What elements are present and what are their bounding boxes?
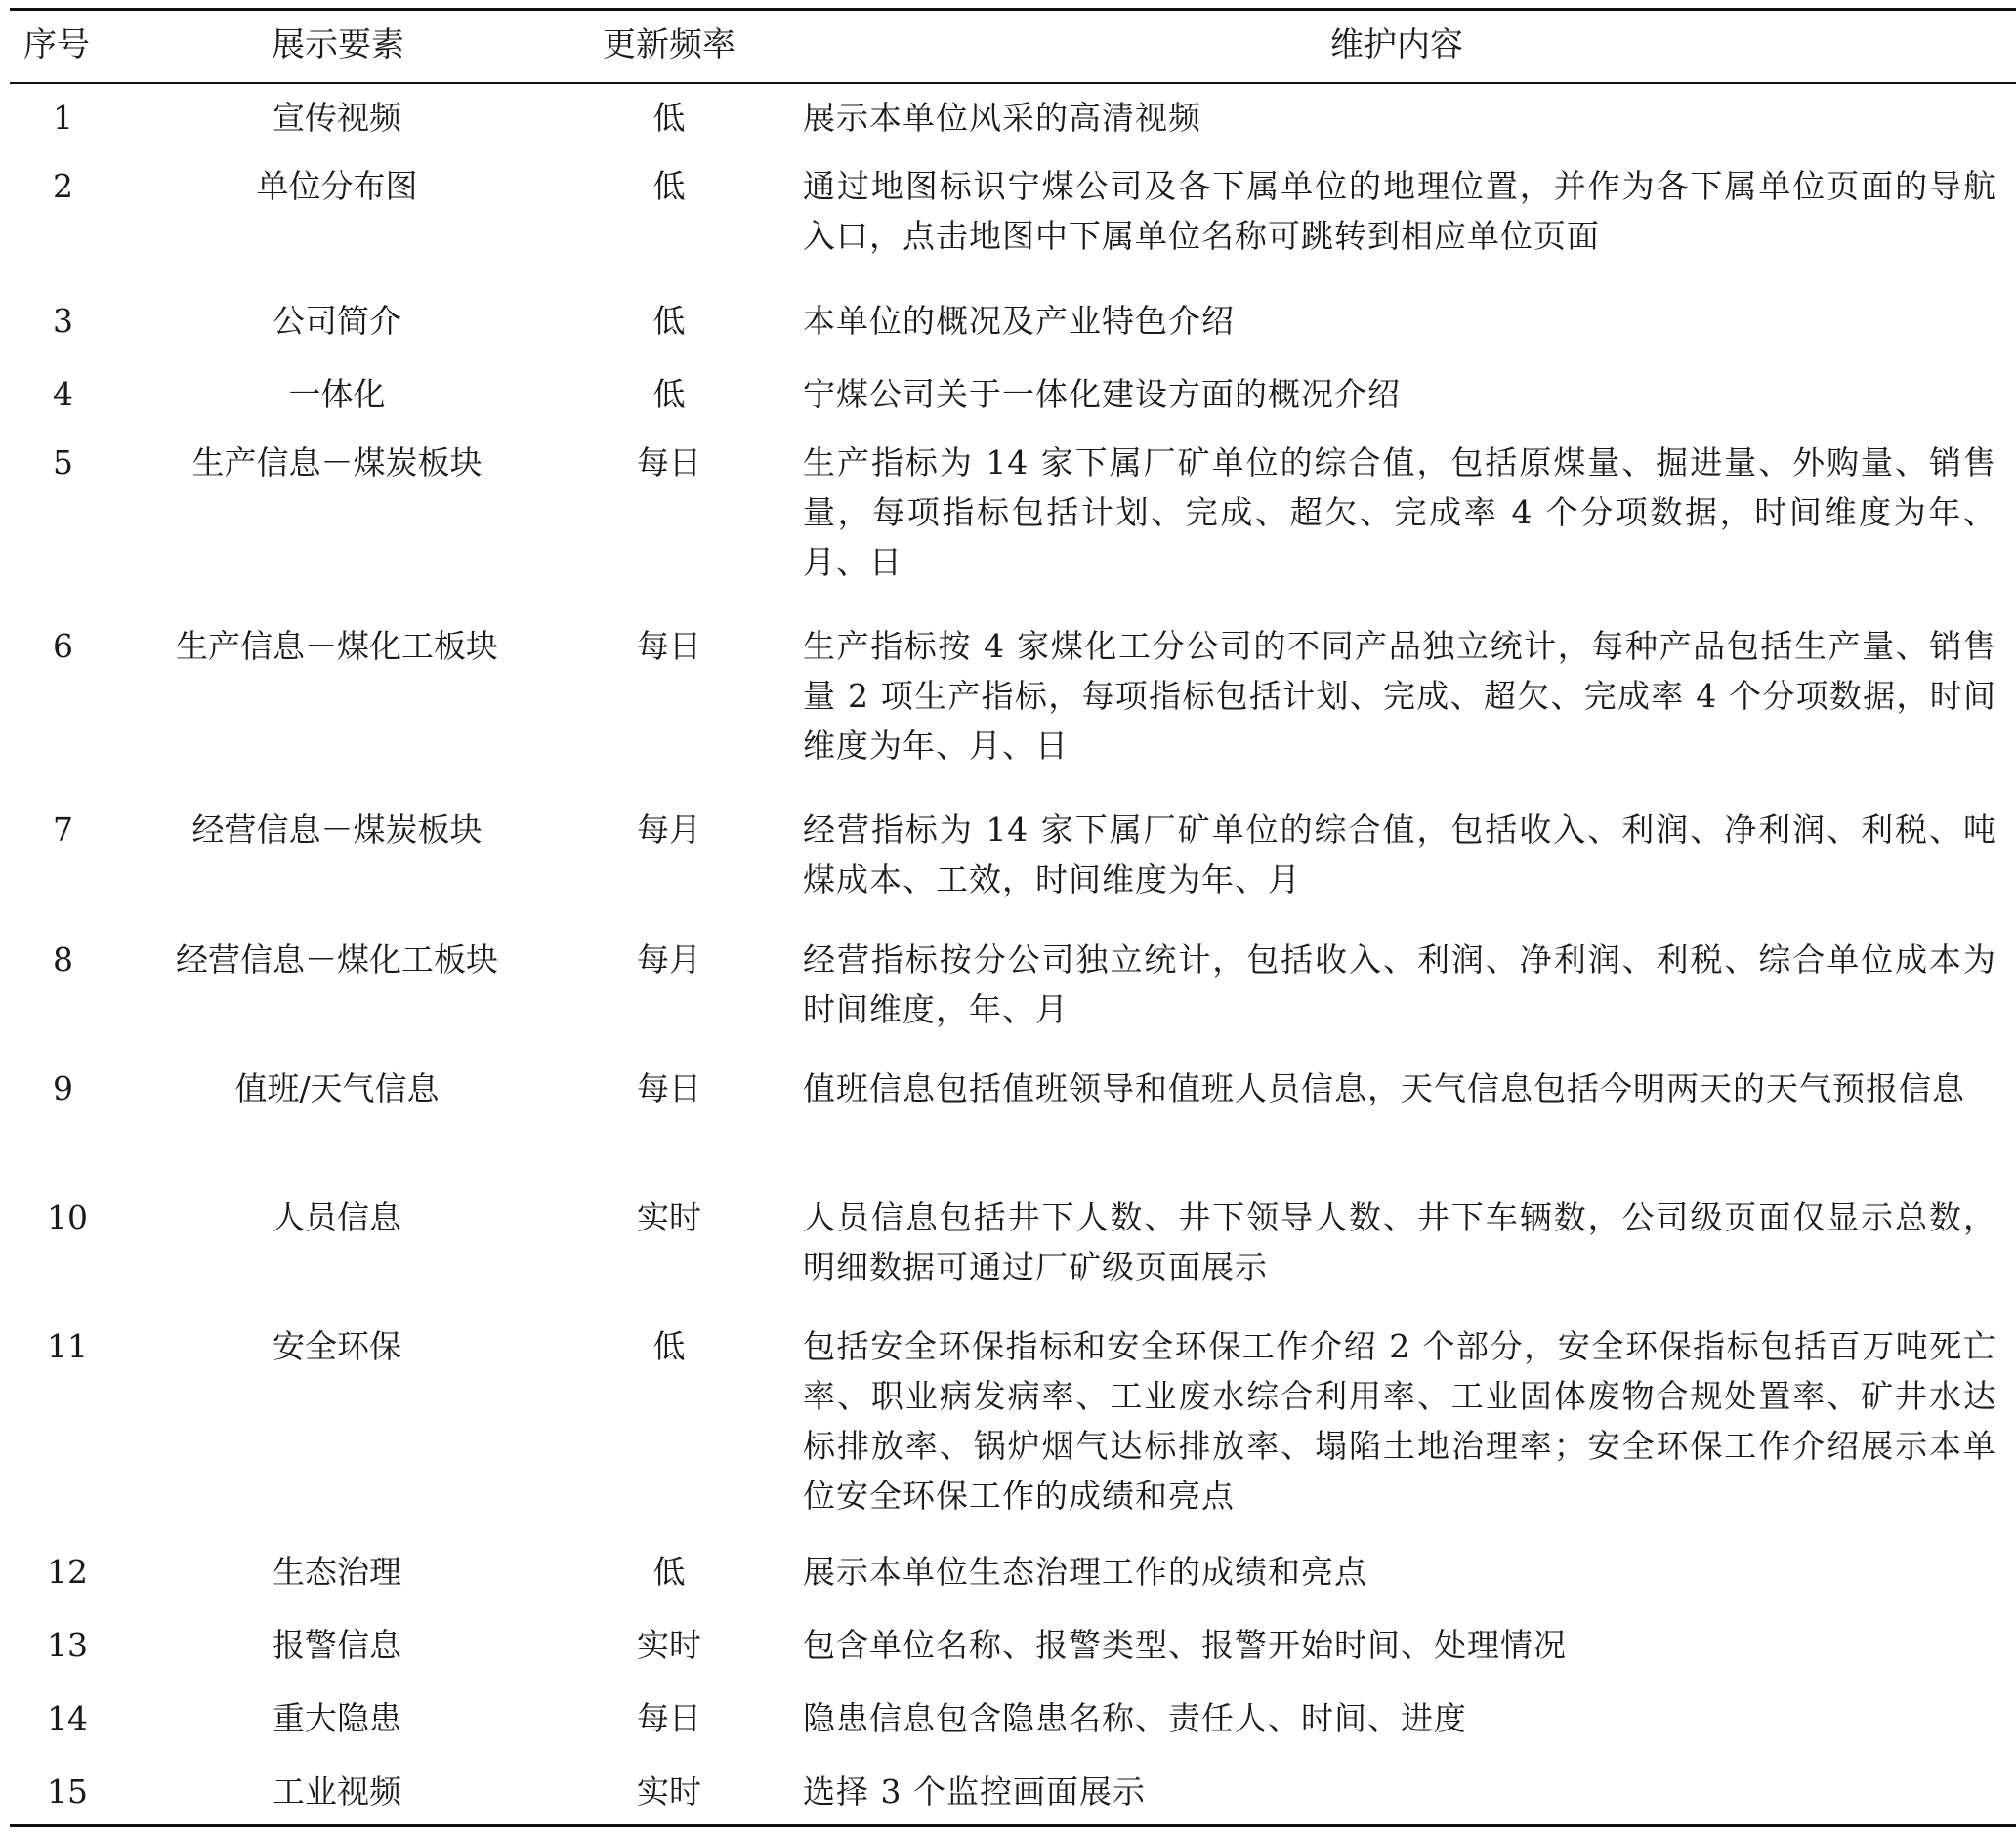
row-frequency: 每日 [637,1699,701,1737]
row-content: 本单位的概况及产业特色介绍 [803,302,1235,340]
row-number: 15 [47,1772,88,1811]
row-frequency: 每日 [637,443,701,481]
row-element: 报警信息 [273,1626,401,1664]
header-content: 维护内容 [1330,25,1463,64]
row-element: 值班/天气信息 [234,1069,440,1107]
row-frequency: 实时 [637,1626,701,1664]
row-number: 3 [53,302,73,340]
row-element: 单位分布图 [256,167,418,205]
row-number: 14 [47,1699,88,1737]
row-frequency: 实时 [637,1772,701,1811]
row-number: 7 [53,811,73,849]
row-frequency: 低 [652,375,686,413]
row-element: 宣传视频 [273,99,401,137]
row-number: 8 [53,940,73,979]
row-frequency: 每日 [637,627,701,665]
row-frequency: 低 [652,1553,686,1591]
row-number: 6 [53,627,73,665]
row-number: 5 [53,443,73,481]
row-number: 11 [47,1327,88,1365]
row-frequency: 低 [652,99,686,137]
row-element: 一体化 [288,375,386,413]
row-number: 10 [47,1198,88,1236]
row-element: 人员信息 [273,1198,401,1236]
row-element: 经营信息－煤炭板块 [191,811,483,849]
row-number: 12 [47,1553,88,1591]
row-content: 经营指标按分公司独立统计，包括收入、利润、净利润、利税、综合单位成本为时间维度，年、月 [803,940,1996,1028]
row-content: 通过地图标识宁煤公司及各下属单位的地理位置，并作为各下属单位页面的导航入口，点击地图中下属单位名称可跳转到相应单位页面 [803,167,1996,255]
row-element: 公司简介 [273,302,401,340]
row-element: 重大隐患 [273,1699,401,1737]
header-element: 展示要素 [272,25,404,64]
row-element: 生产信息－煤化工板块 [176,627,498,665]
bottom-rule [10,1824,2016,1827]
row-element: 经营信息－煤化工板块 [176,940,498,979]
row-content: 生产指标为 14 家下属厂矿单位的综合值，包括原煤量、掘进量、外购量、销售量，每项指标包括计划、完成、超欠、完成率 4 个分项数据，时间维度为年、月、日 [803,443,1996,581]
row-content: 展示本单位生态治理工作的成绩和亮点 [803,1553,1367,1591]
row-number: 9 [53,1069,73,1107]
row-frequency: 每日 [637,1069,701,1107]
row-frequency: 每月 [637,940,701,979]
row-content: 包括安全环保指标和安全环保工作介绍 2 个部分，安全环保指标包括百万吨死亡率、职业病发病率、工业废水综合利用率、工业固体废物合规处置率、矿井水达标排放率、锅炉烟气达标排放率、塌陷土地治理率；安全环保工作介绍展示本单位安全环保工作的成绩和亮点 [803,1327,1996,1515]
row-content: 人员信息包括井下人数、井下领导人数、井下车辆数，公司级页面仅显示总数，明细数据可通过厂矿级页面展示 [803,1198,1996,1286]
row-frequency: 低 [652,167,686,205]
row-number: 4 [53,375,73,413]
header-no: 序号 [23,25,90,64]
row-element: 安全环保 [273,1327,401,1365]
row-content: 选择 3 个监控画面展示 [803,1772,1146,1811]
row-content: 生产指标按 4 家煤化工分公司的不同产品独立统计，每种产品包括生产量、销售量 2 项生产指标，每项指标包括计划、完成、超欠、完成率 4 个分项数据，时间维度为年、月、日 [803,627,1996,765]
row-frequency: 低 [652,302,686,340]
row-frequency: 实时 [637,1198,701,1236]
row-frequency: 每月 [637,811,701,849]
row-content: 展示本单位风采的高清视频 [803,99,1201,137]
header-rule [10,82,2016,84]
row-content: 包含单位名称、报警类型、报警开始时间、处理情况 [803,1626,1567,1664]
row-content: 宁煤公司关于一体化建设方面的概况介绍 [803,375,1401,413]
row-content: 值班信息包括值班领导和值班人员信息，天气信息包括今明两天的天气预报信息 [803,1069,1965,1107]
header-frequency: 更新频率 [603,25,735,64]
row-element: 生态治理 [273,1553,401,1591]
row-element: 工业视频 [273,1772,401,1811]
row-number: 2 [53,167,73,205]
row-content: 隐患信息包含隐患名称、责任人、时间、进度 [803,1699,1467,1737]
row-content: 经营指标为 14 家下属厂矿单位的综合值，包括收入、利润、净利润、利税、吨煤成本、工效，时间维度为年、月 [803,811,1996,898]
row-element: 生产信息－煤炭板块 [191,443,483,481]
row-frequency: 低 [652,1327,686,1365]
row-number: 1 [53,99,73,137]
top-rule [10,8,2016,11]
row-number: 13 [47,1626,88,1664]
